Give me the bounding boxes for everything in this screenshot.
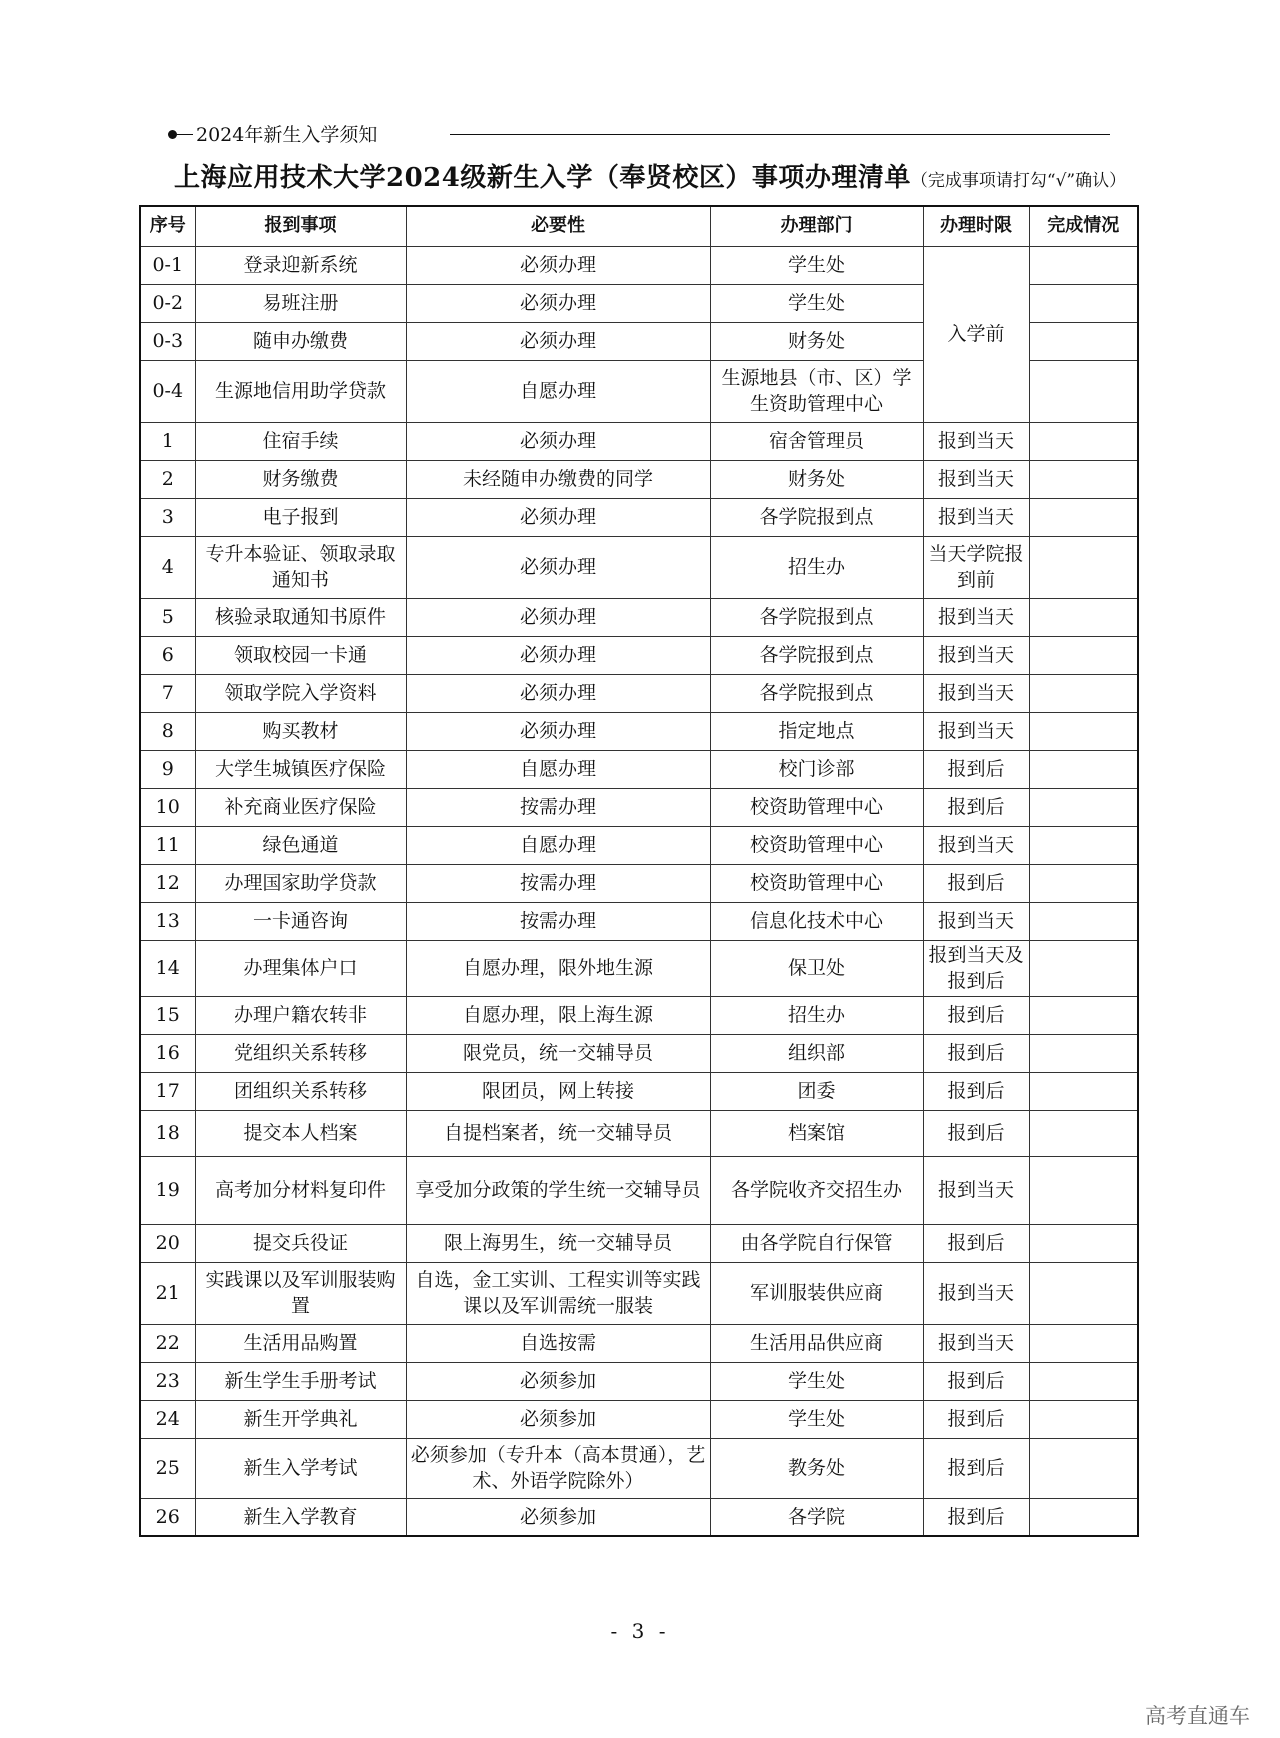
row-time: 报到后	[923, 864, 1029, 902]
table-row	[140, 1400, 1138, 1438]
row-dept: 生源地县（市、区）学生资助管理中心	[710, 360, 923, 422]
row-dept: 指定地点	[710, 712, 923, 750]
row-dept: 学生处	[710, 1400, 923, 1438]
row-item: 新生入学教育	[195, 1498, 406, 1536]
row-necessity: 按需办理	[406, 864, 710, 902]
row-status-cell[interactable]	[1029, 902, 1138, 940]
row-number: 7	[140, 674, 195, 712]
row-number: 19	[140, 1156, 195, 1224]
row-necessity: 享受加分政策的学生统一交辅导员	[406, 1156, 710, 1224]
row-number: 1	[140, 422, 195, 460]
row-necessity: 必须办理	[406, 598, 710, 636]
row-number: 3	[140, 498, 195, 536]
row-item: 生源地信用助学贷款	[195, 360, 406, 422]
table-row	[140, 498, 1138, 536]
row-time: 报到当天	[923, 636, 1029, 674]
row-dept: 各学院	[710, 1498, 923, 1536]
table-row	[140, 1324, 1138, 1362]
row-status-cell[interactable]	[1029, 422, 1138, 460]
row-number: 11	[140, 826, 195, 864]
row-number: 0-1	[140, 246, 195, 284]
row-necessity: 按需办理	[406, 788, 710, 826]
row-status-cell[interactable]	[1029, 1400, 1138, 1438]
row-status-cell[interactable]	[1029, 712, 1138, 750]
table-row	[140, 1262, 1138, 1324]
row-dept: 组织部	[710, 1034, 923, 1072]
table-row	[140, 826, 1138, 864]
row-status-cell[interactable]	[1029, 864, 1138, 902]
row-status-cell[interactable]	[1029, 1072, 1138, 1110]
row-number: 9	[140, 750, 195, 788]
row-item: 财务缴费	[195, 460, 406, 498]
column-header-item: 报到事项	[195, 206, 406, 246]
row-item: 随申办缴费	[195, 322, 406, 360]
row-dept: 校资助管理中心	[710, 826, 923, 864]
row-dept: 各学院报到点	[710, 498, 923, 536]
row-number: 13	[140, 902, 195, 940]
row-necessity: 自愿办理	[406, 360, 710, 422]
row-number: 16	[140, 1034, 195, 1072]
row-necessity: 必须办理	[406, 636, 710, 674]
row-time: 报到当天	[923, 1262, 1029, 1324]
row-number: 24	[140, 1400, 195, 1438]
table-row	[140, 536, 1138, 598]
running-header-text: 2024年新生入学须知	[196, 124, 378, 146]
table-row	[140, 1156, 1138, 1224]
row-status-cell[interactable]	[1029, 598, 1138, 636]
row-item: 新生学生手册考试	[195, 1362, 406, 1400]
enrollment-checklist-table	[139, 205, 1139, 1537]
row-time: 报到后	[923, 1438, 1029, 1498]
table-header-row	[140, 206, 1138, 246]
row-number: 0-3	[140, 322, 195, 360]
column-header-necessity: 必要性	[406, 206, 710, 246]
row-dept: 校资助管理中心	[710, 864, 923, 902]
table-row	[140, 996, 1138, 1034]
table-row	[140, 598, 1138, 636]
row-necessity: 必须办理	[406, 246, 710, 284]
row-time: 报到当天	[923, 826, 1029, 864]
row-dept: 各学院报到点	[710, 674, 923, 712]
row-number: 17	[140, 1072, 195, 1110]
table-row	[140, 1498, 1138, 1536]
row-dept: 学生处	[710, 1362, 923, 1400]
row-dept: 由各学院自行保管	[710, 1224, 923, 1262]
row-item: 电子报到	[195, 498, 406, 536]
row-necessity: 必须办理	[406, 712, 710, 750]
row-number: 22	[140, 1324, 195, 1362]
row-item: 登录迎新系统	[195, 246, 406, 284]
row-dept: 各学院收齐交招生办	[710, 1156, 923, 1224]
row-necessity: 自选按需	[406, 1324, 710, 1362]
row-necessity: 自愿办理	[406, 750, 710, 788]
row-necessity: 按需办理	[406, 902, 710, 940]
row-item: 团组织关系转移	[195, 1072, 406, 1110]
row-item: 实践课以及军训服装购置	[195, 1262, 406, 1324]
row-number: 6	[140, 636, 195, 674]
row-item: 生活用品购置	[195, 1324, 406, 1362]
row-dept: 保卫处	[710, 940, 923, 996]
row-dept: 招生办	[710, 536, 923, 598]
table-row	[140, 1034, 1138, 1072]
row-status-cell[interactable]	[1029, 750, 1138, 788]
row-dept: 宿舍管理员	[710, 422, 923, 460]
row-time: 报到当天	[923, 902, 1029, 940]
table-row	[140, 1362, 1138, 1400]
row-number: 5	[140, 598, 195, 636]
row-status-cell[interactable]	[1029, 788, 1138, 826]
row-time: 报到当天	[923, 422, 1029, 460]
row-dept: 档案馆	[710, 1110, 923, 1156]
row-necessity: 必须办理	[406, 284, 710, 322]
row-time: 报到后	[923, 1498, 1029, 1536]
row-number: 21	[140, 1262, 195, 1324]
table-row	[140, 750, 1138, 788]
row-item: 大学生城镇医疗保险	[195, 750, 406, 788]
document-title	[174, 160, 1134, 199]
table-row	[140, 460, 1138, 498]
row-time: 报到当天	[923, 1324, 1029, 1362]
row-item: 提交本人档案	[195, 1110, 406, 1156]
row-number: 14	[140, 940, 195, 996]
row-number: 10	[140, 788, 195, 826]
row-item: 购买教材	[195, 712, 406, 750]
table-row	[140, 636, 1138, 674]
row-status-cell[interactable]	[1029, 360, 1138, 422]
header-dash	[177, 134, 193, 135]
document-title-main: 上海应用技术大学2024级新生入学（奉贤校区）事项办理清单	[174, 163, 911, 193]
row-time: 报到后	[923, 1400, 1029, 1438]
table-row	[140, 902, 1138, 940]
row-dept: 各学院报到点	[710, 636, 923, 674]
row-dept: 信息化技术中心	[710, 902, 923, 940]
row-item: 新生入学考试	[195, 1438, 406, 1498]
table-row	[140, 422, 1138, 460]
row-dept: 生活用品供应商	[710, 1324, 923, 1362]
row-number: 4	[140, 536, 195, 598]
column-header-time: 办理时限	[923, 206, 1029, 246]
row-item: 提交兵役证	[195, 1224, 406, 1262]
column-header-dept: 办理部门	[710, 206, 923, 246]
header-rule	[450, 134, 1110, 135]
row-item: 高考加分材料复印件	[195, 1156, 406, 1224]
row-item: 绿色通道	[195, 826, 406, 864]
row-status-cell[interactable]	[1029, 1110, 1138, 1156]
row-time: 报到当天	[923, 674, 1029, 712]
row-necessity: 必须参加	[406, 1362, 710, 1400]
row-number: 0-2	[140, 284, 195, 322]
row-dept: 财务处	[710, 460, 923, 498]
row-item: 住宿手续	[195, 422, 406, 460]
row-item: 领取学院入学资料	[195, 674, 406, 712]
row-necessity: 自提档案者，统一交辅导员	[406, 1110, 710, 1156]
row-dept: 各学院报到点	[710, 598, 923, 636]
row-time: 报到当天	[923, 460, 1029, 498]
row-status-cell[interactable]	[1029, 536, 1138, 598]
row-time: 当天学院报到前	[923, 536, 1029, 598]
row-number: 18	[140, 1110, 195, 1156]
row-necessity: 必须办理	[406, 322, 710, 360]
watermark: 高考直通车	[1145, 1704, 1250, 1728]
row-status-cell[interactable]	[1029, 322, 1138, 360]
row-necessity: 自选，金工实训、工程实训等实践课以及军训需统一服装	[406, 1262, 710, 1324]
row-number: 20	[140, 1224, 195, 1262]
row-necessity: 必须办理	[406, 498, 710, 536]
row-number: 12	[140, 864, 195, 902]
row-time: 报到后	[923, 1362, 1029, 1400]
page-number: - 3 -	[610, 1619, 670, 1643]
row-dept: 招生办	[710, 996, 923, 1034]
table-row	[140, 246, 1138, 284]
row-dept: 校门诊部	[710, 750, 923, 788]
row-necessity: 限党员，统一交辅导员	[406, 1034, 710, 1072]
table-row	[140, 1438, 1138, 1498]
row-time: 报到后	[923, 1224, 1029, 1262]
row-necessity: 自愿办理，限外地生源	[406, 940, 710, 996]
table-row	[140, 788, 1138, 826]
row-dept: 团委	[710, 1072, 923, 1110]
row-item: 党组织关系转移	[195, 1034, 406, 1072]
row-status-cell[interactable]	[1029, 284, 1138, 322]
row-status-cell[interactable]	[1029, 498, 1138, 536]
row-status-cell[interactable]	[1029, 996, 1138, 1034]
row-item: 核验录取通知书原件	[195, 598, 406, 636]
row-status-cell[interactable]	[1029, 460, 1138, 498]
row-item: 办理集体户口	[195, 940, 406, 996]
row-necessity: 必须参加	[406, 1498, 710, 1536]
row-dept: 校资助管理中心	[710, 788, 923, 826]
table-row	[140, 1072, 1138, 1110]
row-item: 办理国家助学贷款	[195, 864, 406, 902]
row-time: 报到当天	[923, 498, 1029, 536]
row-necessity: 限上海男生，统一交辅导员	[406, 1224, 710, 1262]
row-status-cell[interactable]	[1029, 1324, 1138, 1362]
row-dept: 学生处	[710, 284, 923, 322]
row-number: 8	[140, 712, 195, 750]
row-dept: 财务处	[710, 322, 923, 360]
row-status-cell[interactable]	[1029, 940, 1138, 996]
row-status-cell[interactable]	[1029, 636, 1138, 674]
table-body	[140, 246, 1138, 1536]
row-time: 报到后	[923, 750, 1029, 788]
row-time: 报到当天	[923, 1156, 1029, 1224]
row-number: 25	[140, 1438, 195, 1498]
bullet-icon	[168, 130, 177, 139]
row-time: 报到当天及报到后	[923, 940, 1029, 996]
row-necessity: 必须参加（专升本（高本贯通），艺术、外语学院除外）	[406, 1438, 710, 1498]
table-row	[140, 1224, 1138, 1262]
row-time: 报到后	[923, 1110, 1029, 1156]
row-item: 一卡通咨询	[195, 902, 406, 940]
document-title-note: （完成事项请打勾“√”确认）	[910, 171, 1127, 191]
row-time: 报到后	[923, 996, 1029, 1034]
row-status-cell[interactable]	[1029, 674, 1138, 712]
row-item: 易班注册	[195, 284, 406, 322]
row-necessity: 必须办理	[406, 536, 710, 598]
row-time: 报到后	[923, 1072, 1029, 1110]
column-header-no: 序号	[140, 206, 195, 246]
table-row	[140, 1110, 1138, 1156]
row-time: 报到后	[923, 788, 1029, 826]
row-item: 办理户籍农转非	[195, 996, 406, 1034]
row-status-cell[interactable]	[1029, 1224, 1138, 1262]
row-dept: 学生处	[710, 246, 923, 284]
row-number: 15	[140, 996, 195, 1034]
row-necessity: 必须办理	[406, 422, 710, 460]
row-time-merged: 入学前	[923, 246, 1029, 422]
table-row	[140, 864, 1138, 902]
row-status-cell[interactable]	[1029, 246, 1138, 284]
column-header-status: 完成情况	[1029, 206, 1138, 246]
row-item: 专升本验证、领取录取通知书	[195, 536, 406, 598]
row-status-cell[interactable]	[1029, 1156, 1138, 1224]
row-time: 报到当天	[923, 712, 1029, 750]
row-number: 2	[140, 460, 195, 498]
row-status-cell[interactable]	[1029, 1362, 1138, 1400]
row-number: 0-4	[140, 360, 195, 422]
row-status-cell[interactable]	[1029, 1034, 1138, 1072]
row-status-cell[interactable]	[1029, 1498, 1138, 1536]
row-necessity: 限团员，网上转接	[406, 1072, 710, 1110]
row-status-cell[interactable]	[1029, 1262, 1138, 1324]
row-necessity: 自愿办理	[406, 826, 710, 864]
table-row	[140, 674, 1138, 712]
row-time: 报到当天	[923, 598, 1029, 636]
row-necessity: 必须参加	[406, 1400, 710, 1438]
row-status-cell[interactable]	[1029, 826, 1138, 864]
row-status-cell[interactable]	[1029, 1438, 1138, 1498]
running-header	[168, 122, 1118, 148]
row-item: 领取校园一卡通	[195, 636, 406, 674]
table-row	[140, 712, 1138, 750]
row-dept: 军训服装供应商	[710, 1262, 923, 1324]
row-item: 新生开学典礼	[195, 1400, 406, 1438]
row-number: 26	[140, 1498, 195, 1536]
row-dept: 教务处	[710, 1438, 923, 1498]
table-row	[140, 940, 1138, 996]
row-necessity: 自愿办理，限上海生源	[406, 996, 710, 1034]
row-time: 报到后	[923, 1034, 1029, 1072]
row-number: 23	[140, 1362, 195, 1400]
row-necessity: 必须办理	[406, 674, 710, 712]
row-necessity: 未经随申办缴费的同学	[406, 460, 710, 498]
row-item: 补充商业医疗保险	[195, 788, 406, 826]
